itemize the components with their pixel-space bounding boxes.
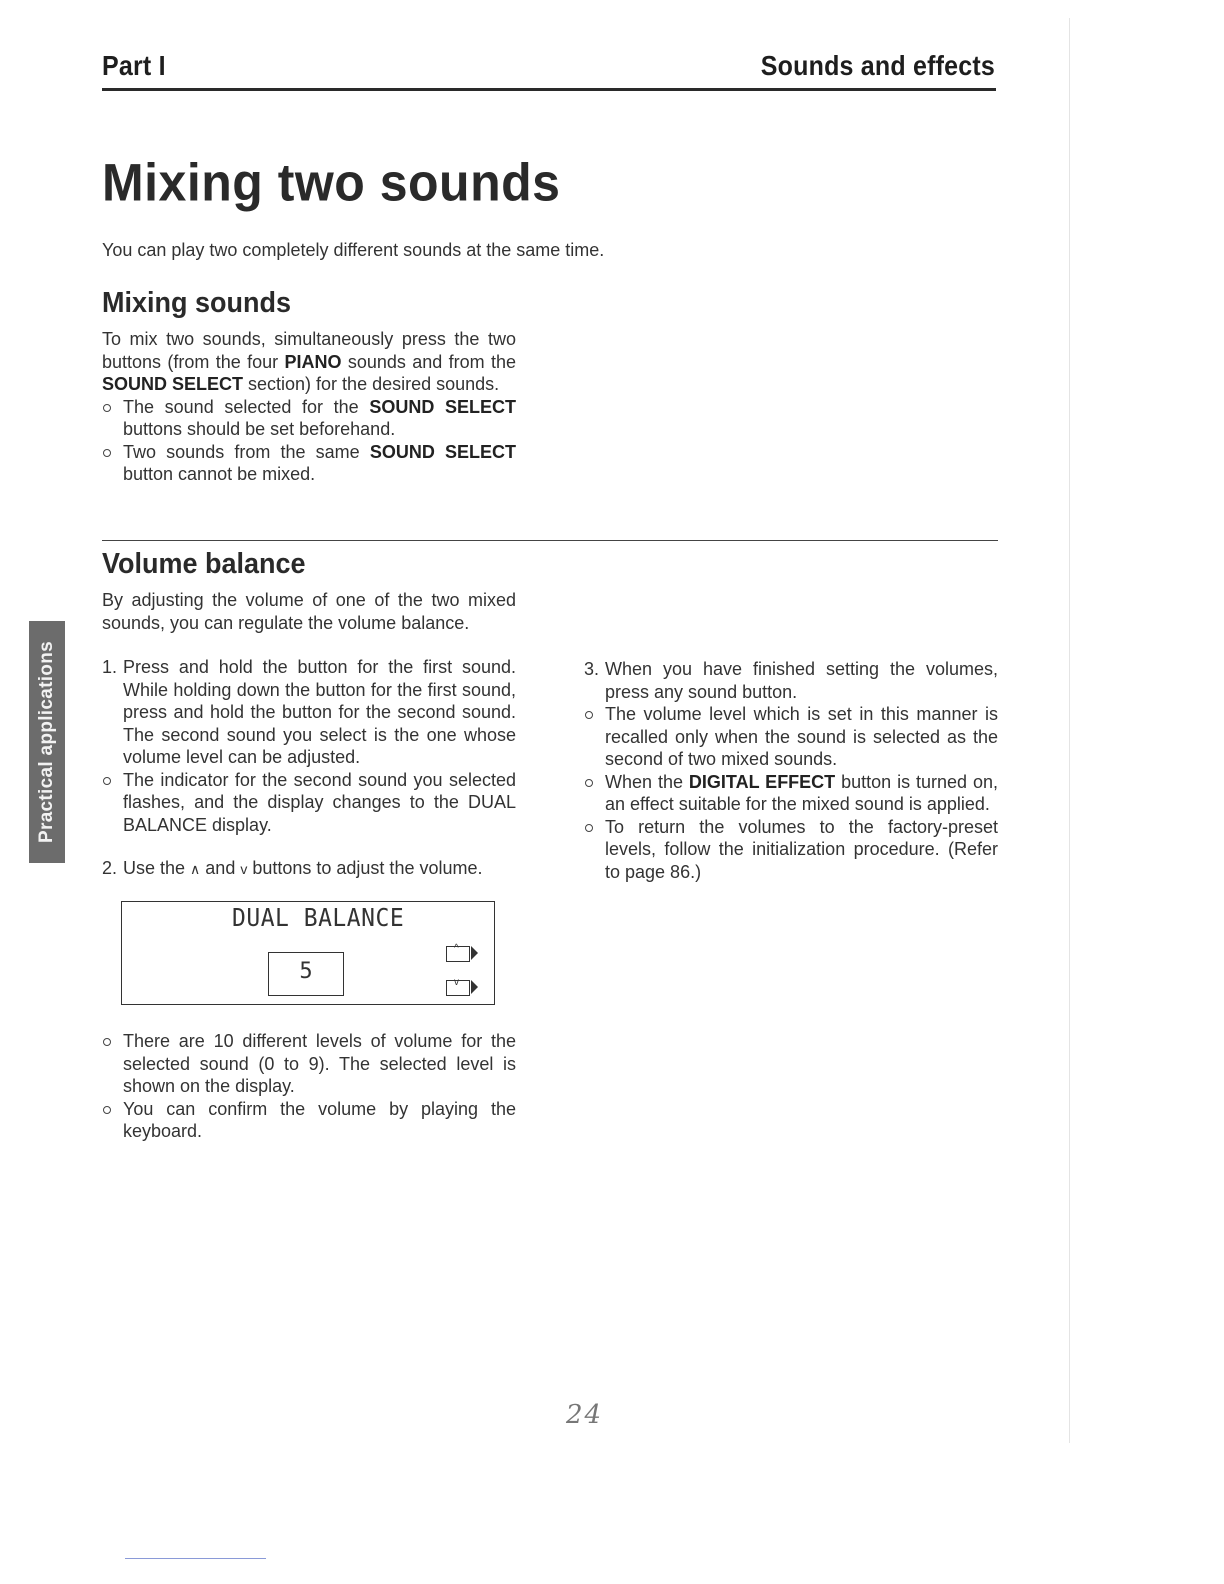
display-value: 5 [299, 959, 313, 984]
mixing-paragraph: To mix two sounds, simultaneously press the two buttons (from the four PIANO sounds and from the SOUND SELECT section) for the desired sounds. [102, 329, 516, 394]
step-3-bullet-3: To return the volumes to the factory-preset levels, follow the initialization procedure. (Refer to page 86.) [584, 816, 998, 884]
up-indicator-icon [471, 946, 478, 960]
volume-step-1 [102, 656, 516, 836]
bullet-icon [103, 449, 111, 457]
display-value-box [268, 952, 344, 996]
page-title: Mixing two sounds [102, 153, 561, 212]
page-number: 24 [566, 1400, 604, 1430]
bullet-icon [103, 777, 111, 785]
note-2: You can confirm the volume by playing the keyboard. [102, 1098, 516, 1143]
bullet-icon [103, 404, 111, 412]
bullet-icon [103, 1106, 111, 1114]
header-section-label: Sounds and effects [760, 50, 995, 82]
mixing-section [102, 328, 516, 486]
intro-text: You can play two completely different sounds at the same time. [102, 240, 605, 260]
dual-balance-display [121, 901, 495, 1005]
section-divider [102, 540, 998, 541]
bullet-icon [585, 824, 593, 832]
down-indicator-icon [471, 980, 478, 994]
bullet-icon [585, 779, 593, 787]
volume-notes [102, 1030, 516, 1143]
header-rule [102, 88, 996, 91]
bullet-icon [103, 1038, 111, 1046]
heading-volume-balance: Volume balance [102, 548, 306, 580]
bottom-mark [125, 1558, 266, 1559]
heading-mixing-sounds: Mixing sounds [102, 287, 291, 319]
step-3-bullet-2: When the DIGITAL EFFECT button is turned on, an effect suitable for the mixed sound is applied. [584, 771, 998, 816]
step-2-text: 2. Use the ∧ and v buttons to adjust the volume. [102, 858, 483, 878]
step-3-bullet-1: The volume level which is set in this manner is recalled only when the sound is selected as the second of two mixed sounds. [584, 703, 998, 771]
step-1-text: 1. Press and hold the button for the first sound. While holding down the button for the first sound, press and hold the button for the second sound. The second sound you select is the one whose volume level can be adjusted. [102, 657, 516, 767]
side-tab-label: Practical applications [36, 641, 57, 843]
volume-intro: By adjusting the volume of one of the two mixed sounds, you can regulate the volume balance. [102, 590, 516, 633]
note-1: There are 10 different levels of volume for the selected sound (0 to 9). The selected level is shown on the display. [102, 1030, 516, 1098]
mixing-bullet-1: The sound selected for the SOUND SELECT buttons should be set beforehand. [102, 396, 516, 441]
side-tab [29, 621, 65, 863]
volume-step-3 [584, 658, 998, 883]
scan-edge-line [1069, 18, 1070, 1443]
step-1-bullet: The indicator for the second sound you selected flashes, and the display changes to the DUAL BALANCE display. [102, 769, 516, 837]
down-button-icon: v [446, 980, 470, 996]
display-label: DUAL BALANCE [232, 904, 405, 933]
volume-step-2 [102, 857, 542, 881]
up-button-icon: ^ [446, 946, 470, 962]
header-part-label: Part I [102, 50, 166, 82]
bullet-icon [585, 711, 593, 719]
mixing-bullet-2: Two sounds from the same SOUND SELECT button cannot be mixed. [102, 441, 516, 486]
step-3-text: 3. When you have finished setting the volumes, press any sound button. [584, 659, 998, 702]
